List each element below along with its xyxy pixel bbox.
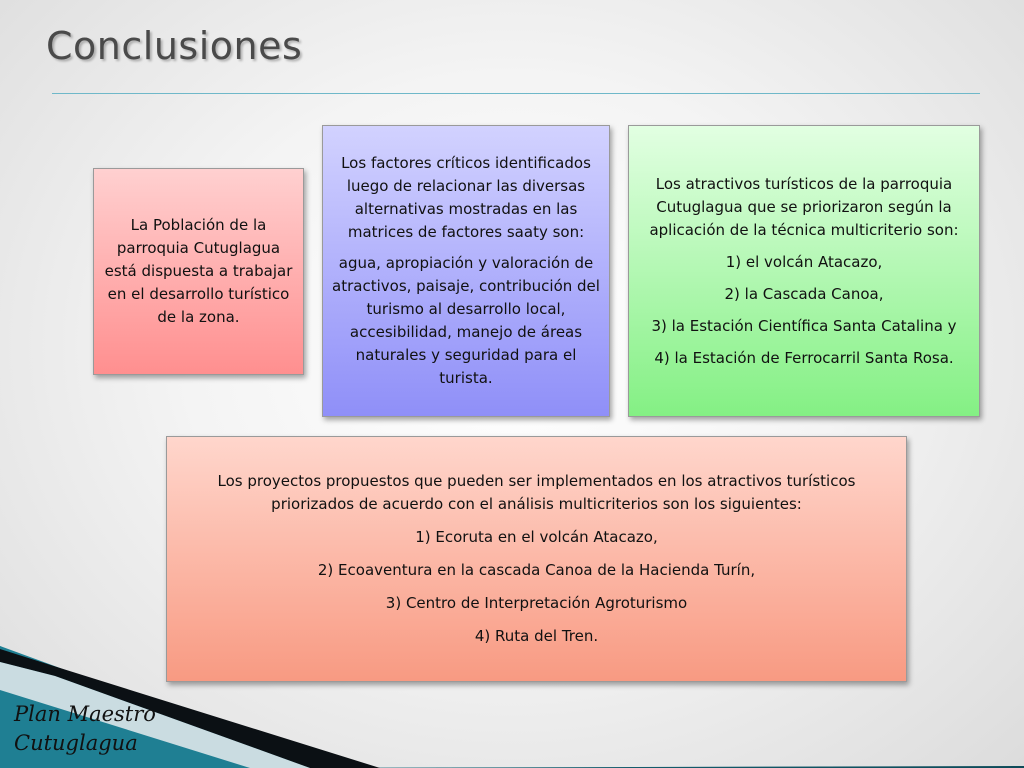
box-factores-detail: agua, apropiación y valoración de atractivos, paisaje, contribución del turismo al desarrollo local, accesibilidad, manejo de áreas naturales y seguridad para el turista. [332,254,600,387]
box-proyectos-item: 3) Centro de Interpretación Agroturismo [385,594,688,612]
footer-line-2: Cutuglagua [14,731,138,755]
slide-title: Conclusiones [46,24,303,68]
box-atractivos-intro: Los atractivos turísticos de la parroquia Cutuglagua que se priorizaron según la aplicación de la técnica multicriterio son: [649,174,959,239]
box-proyectos-item: 4) Ruta del Tren. [474,627,599,645]
box-atractivos-item: 1) el volcán Atacazo, [725,252,883,271]
box-factores-intro: Los factores críticos identificados luego de relacionar las diversas alternativas mostradas en las matrices de factores saaty son: [341,154,591,241]
footer-label [14,700,156,758]
box-proyectos-item: 2) Ecoaventura en la cascada Canoa de la Hacienda Turín, [317,561,756,579]
box-proyectos-intro: Los proyectos propuestos que pueden ser implementados en los atractivos turísticos priorizados de acuerdo con el análisis multicriterios son los siguientes: [217,472,856,513]
footer-line-1: Plan Maestro [14,702,156,726]
box-poblacion-text: La Población de la parroquia Cutuglagua está dispuesta a trabajar en el desarrollo turístico de la zona. [104,216,293,326]
box-atractivos-item: 2) la Cascada Canoa, [724,284,884,303]
box-atractivos-item: 3) la Estación Científica Santa Catalina y [651,316,957,335]
box-atractivos-item: 4) la Estación de Ferrocarril Santa Rosa. [654,348,954,367]
box-proyectos-item: 1) Ecoruta en el volcán Atacazo, [415,528,658,546]
